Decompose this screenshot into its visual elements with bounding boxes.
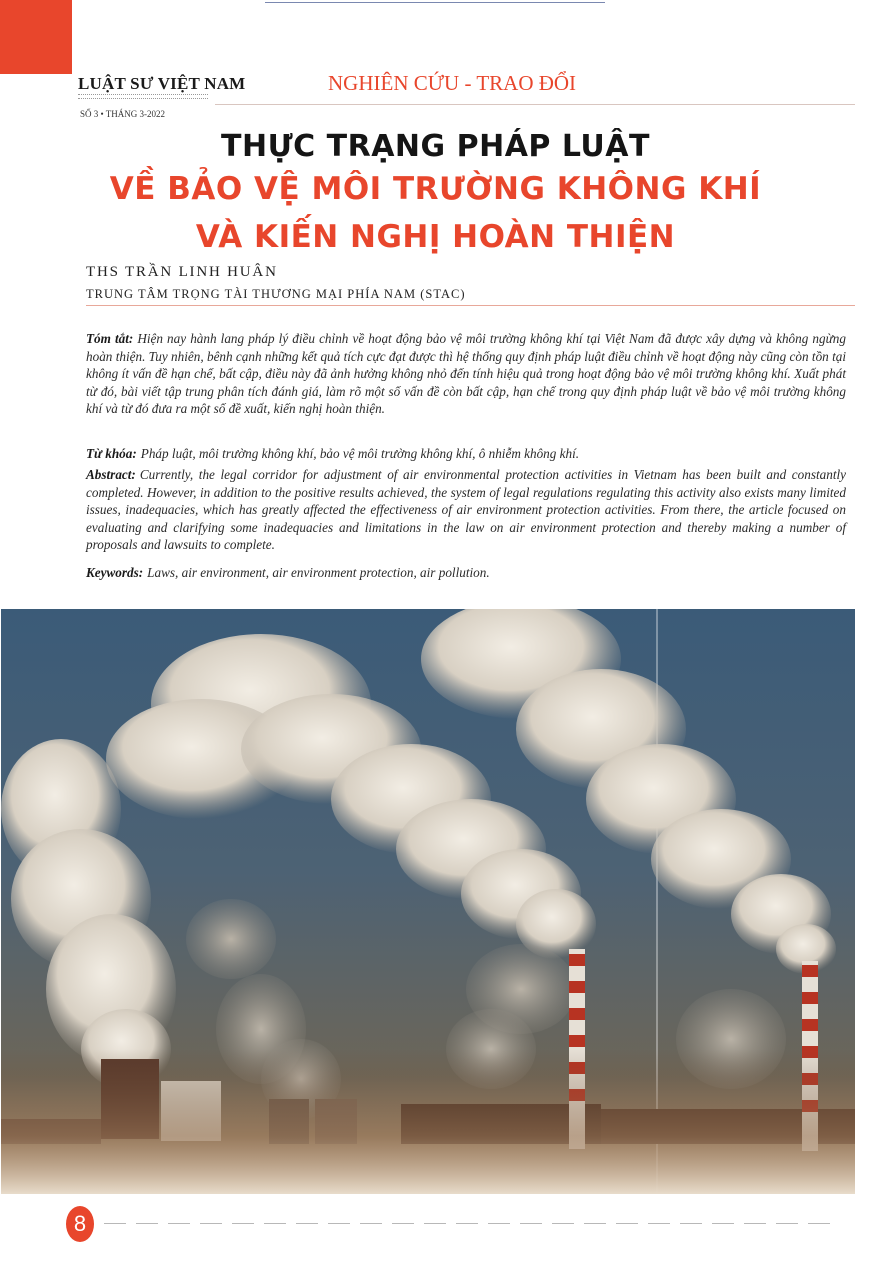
footer-dash	[168, 1223, 190, 1224]
footer-dash	[392, 1223, 414, 1224]
footer-dash	[584, 1223, 606, 1224]
footer-dash	[648, 1223, 670, 1224]
footer-dash	[488, 1223, 510, 1224]
footer-dash	[520, 1223, 542, 1224]
summary-paragraph	[86, 330, 846, 418]
footer-dash	[808, 1223, 830, 1224]
article-title-line-3: VÀ KIẾN NGHỊ HOÀN THIỆN	[195, 219, 676, 255]
footer-dash	[776, 1223, 798, 1224]
footer-dash	[456, 1223, 478, 1224]
author-name: THS TRẦN LINH HUÂN	[86, 264, 278, 280]
page-number: 8	[66, 1206, 94, 1242]
footer-dash	[296, 1223, 318, 1224]
footer-dash	[328, 1223, 350, 1224]
summary-label: Tóm tắt:	[86, 331, 134, 346]
article-title-line-1: THỰC TRẠNG PHÁP LUẬT	[221, 129, 650, 164]
footer-dash	[616, 1223, 638, 1224]
keywords-vi-paragraph	[86, 445, 846, 463]
magazine-name-underline	[78, 94, 208, 99]
section-heading: NGHIÊN CỨU - TRAO ĐỔI	[328, 71, 577, 95]
keywords-vi-text: Pháp luật, môi trường không khí, bảo vệ môi trường không khí, ô nhiễm không khí.	[140, 446, 580, 461]
footer-dash	[200, 1223, 222, 1224]
footer-dash	[104, 1223, 126, 1224]
footer-dash	[552, 1223, 574, 1224]
summary-text: Hiện nay hành lang pháp lý điều chỉnh về hoạt động bảo vệ môi trường không khí tại Việt Nam đã được xây dựng và không ngừng hoàn thiện. Tuy nhiên, bênh cạnh những kết quả tích cực đạt được thì hệ thống quy định pháp luật điều chỉnh về hoạt động này cũng còn tồn tại không ít vấn đề hạn chế, bất cập, điều này đã ảnh hưởng không nhỏ đến tính hiệu quả trong hoạt động bảo vệ môi trường không khí. Xuất phát từ đó, bài viết tập trung phân tích đánh giá, làm rõ một số vấn đề còn bất cập, hạn chế trong quy định pháp luật về bảo vệ môi trường không khí và từ đó đưa ra một số đề xuất, kiến nghị hoàn thiện.	[86, 331, 846, 417]
author-organization: TRUNG TÂM TRỌNG TÀI THƯƠNG MẠI PHÍA NAM (STAC)	[86, 287, 466, 301]
article-title-line-2: VỀ BẢO VỆ MÔI TRƯỜNG KHÔNG KHÍ	[109, 171, 762, 207]
top-rule	[265, 2, 605, 3]
abstract-text: Currently, the legal corridor for adjustment of air environmental protection activities in Vietnam has been built and constantly completed. However, in addition to the positive results achieved, the system of legal regulations regulating this activity also exists many limited issues, inadequacies, which has greatly affected the effectiveness of air environment protection activities. From there, the article focused on evaluating and clarifying some inadequacies and limitations in the law on air environment protection and thereby making a number of proposals and lawsuits to complete.	[86, 467, 846, 553]
keywords-vi-label: Từ khóa:	[86, 446, 137, 461]
issue-number: SỐ 3 • THÁNG 3-2022	[80, 109, 165, 119]
magazine-name: LUẬT SƯ VIỆT NAM	[78, 74, 246, 93]
keywords-en-label: Keywords:	[86, 565, 144, 580]
corner-accent-block	[0, 0, 72, 74]
footer-dash	[360, 1223, 382, 1224]
keywords-en-paragraph	[86, 564, 846, 582]
footer-dash	[136, 1223, 158, 1224]
footer-dash	[744, 1223, 766, 1224]
keywords-en-text: Laws, air environment, air environment protection, air pollution.	[147, 565, 490, 580]
smokestacks-photo	[1, 609, 855, 1194]
footer-dash	[680, 1223, 702, 1224]
footer-dash	[712, 1223, 734, 1224]
abstract-paragraph	[86, 466, 846, 554]
author-rule	[86, 305, 855, 306]
footer-dash	[232, 1223, 254, 1224]
footer-dash	[424, 1223, 446, 1224]
section-rule	[215, 104, 855, 105]
abstract-label: Abstract:	[86, 467, 136, 482]
footer-dash	[264, 1223, 286, 1224]
